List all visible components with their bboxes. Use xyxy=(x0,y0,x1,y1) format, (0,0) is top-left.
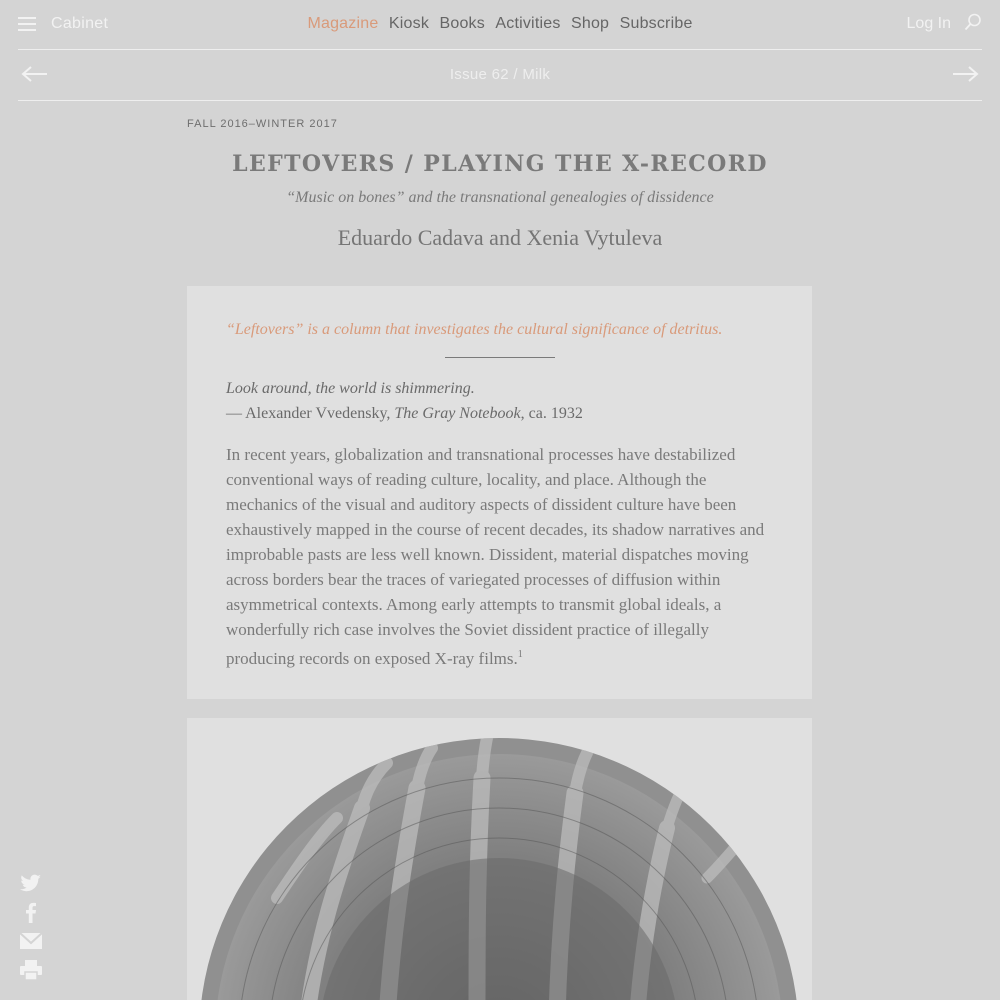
article-season: FALL 2016–WINTER 2017 xyxy=(187,118,338,130)
twitter-icon[interactable] xyxy=(19,872,43,894)
arrow-right-icon[interactable] xyxy=(952,64,980,84)
epigraph xyxy=(226,376,773,426)
issue-label[interactable]: Issue 62 / Milk xyxy=(449,66,551,83)
nav-books[interactable]: Books xyxy=(439,15,485,32)
epigraph-attribution xyxy=(226,401,773,426)
column-note: “Leftovers” is a column that investigates the cultural significance of detritus. xyxy=(226,321,723,338)
nav-subscribe[interactable]: Subscribe xyxy=(619,15,693,32)
article-authors[interactable]: Eduardo Cadava and Xenia Vytuleva xyxy=(337,225,663,250)
epigraph-quote: Look around, the world is shimmering. xyxy=(226,380,475,398)
main-nav xyxy=(18,15,982,33)
nav-activities[interactable]: Activities xyxy=(495,15,561,32)
mail-icon[interactable] xyxy=(19,930,43,952)
article-subtitle: “Music on bones” and the transnational genealogies of dissidence xyxy=(286,189,714,206)
article-image-card xyxy=(187,718,812,1000)
nav-magazine[interactable]: Magazine xyxy=(307,15,379,32)
epigraph-suffix: , ca. 1932 xyxy=(520,405,583,423)
search-icon[interactable] xyxy=(964,13,982,31)
article-title: LEFTOVERS / PLAYING THE X-RECORD xyxy=(232,151,768,177)
print-icon[interactable] xyxy=(19,959,43,981)
footnote-marker[interactable]: 1 xyxy=(517,649,523,661)
facebook-icon[interactable] xyxy=(19,901,43,923)
nav-shop[interactable]: Shop xyxy=(570,15,610,32)
issue-bar xyxy=(18,50,982,101)
epigraph-work: The Gray Notebook xyxy=(394,405,521,423)
nav-kiosk[interactable]: Kiosk xyxy=(388,15,430,32)
article-body xyxy=(226,442,773,671)
xray-record-image[interactable] xyxy=(187,718,812,1000)
divider xyxy=(445,357,555,358)
epigraph-prefix: — Alexander Vvedensky, xyxy=(226,405,395,423)
brand-logo[interactable]: Cabinet xyxy=(51,15,109,32)
share-bar xyxy=(19,872,43,988)
top-navigation xyxy=(18,0,982,50)
body-text: In recent years, globalization and transnational processes have destabilized conventional ways of reading culture, locality, and place. Although the mechanics of the visual and auditory aspects of dissident culture have been exhaustively mapped in the course of recent decades, its shadow narratives and improbable pasts are less well known. Dissident, material dispatches moving across borders bear the traces of variegated processes of diffusion within asymmetrical contexts. Among early attempts to transmit global ideals, a wonderfully rich case involves the Soviet dissident practice of illegally producing records on exposed X-ray films. xyxy=(226,445,765,669)
article-text-card xyxy=(187,286,812,699)
login-link[interactable]: Log In xyxy=(906,15,951,32)
